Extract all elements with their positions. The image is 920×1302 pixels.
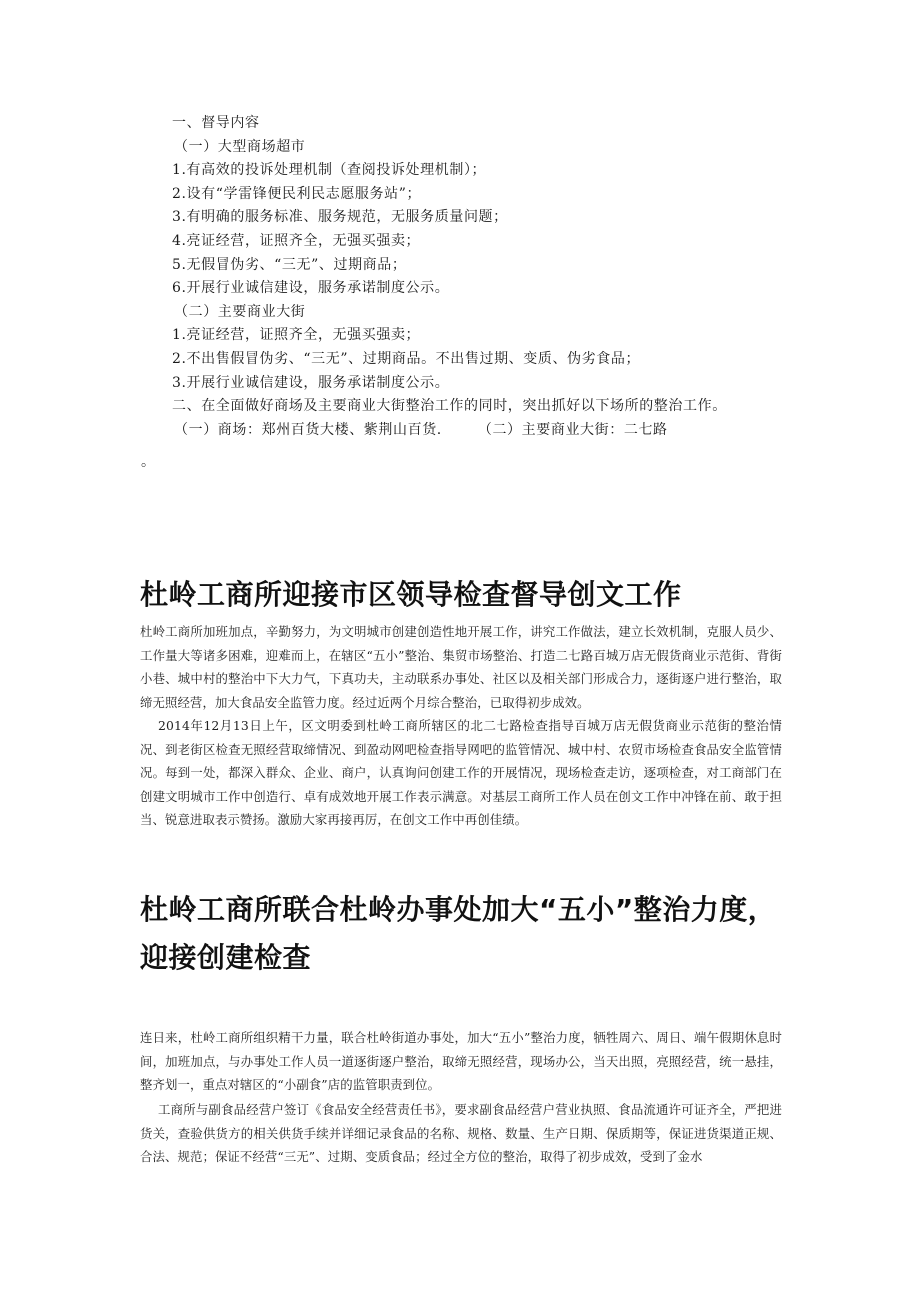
- list-line: 3.开展行业诚信建设，服务承诺制度公示。: [172, 374, 450, 391]
- article-paragraph: 连日来，杜岭工商所组织精干力量，联合杜岭街道办事处，加大“五小”整治力度，牺牲周六、周日、端午假期休息时间，加班加点，与办事处工作人员一道逐街逐户整治，取缔无照经营，现场办公，当天出照，亮照经营，统一悬挂，整齐划一，重点对辖区的“小副食”店的监管职责到位。: [140, 1030, 782, 1092]
- article-title: 杜岭工商所联合杜岭办事处加大“五小”整治力度，迎接创建检查: [140, 893, 777, 974]
- list-line: 3.有明确的服务标准、服务规范，无服务质量问题；: [172, 209, 508, 226]
- list-line: 一、督导内容: [172, 115, 260, 131]
- venue-malls: （一）商场：郑州百货大楼、紫荆山百货.: [174, 421, 442, 438]
- list-line: （二）主要商业大街: [174, 303, 306, 320]
- venue-streets: （二）主要商业大街：二七路: [477, 421, 668, 438]
- list-line: （一）大型商场超市: [174, 138, 306, 155]
- stray-punctuation: 。: [141, 454, 155, 470]
- list-line: 1.有高效的投诉处理机制（查阅投诉处理机制）；: [172, 162, 487, 179]
- list-line-venues: [172, 419, 812, 443]
- article-paragraph: 工商所与副食品经营户签订《食品安全经营责任书》，要求副食品经营户营业执照、食品流通许可证齐全，严把进货关，查验供货方的相关供货手续并详细记录食品的名称、规格、数量、生产日期、保质期等，保证进货渠道正规、合法、规范；保证不经营“三无”、过期、变质食品；经过全方位的整治，取得了初步成效，受到了金水: [140, 1102, 782, 1164]
- article-paragraph: 2014年12月13日上午，区文明委到杜岭工商所辖区的北二七路检查指导百城万店无假货商业示范街的整治情况、到老街区检查无照经营取缔情况、到盈动网吧检查指导网吧的监管情况、城中村、农贸市场检查食品安全监管情况。每到一处，都深入群众、企业、商户，认真询问创建工作的开展情况，现场检查走访，逐项检查，对工商部门在创建文明城市工作中创造行、卓有成效地开展工作表示满意。对基层工商所工作人员在创文工作中冲锋在前、敢于担当、锐意进取表示赞扬。激励大家再接再厉，在创文工作中再创佳绩。: [140, 718, 782, 827]
- list-line: 4.亮证经营，证照齐全，无强买强卖；: [172, 232, 421, 249]
- list-line: 6.开展行业诚信建设，服务承诺制度公示。: [172, 280, 450, 297]
- supervision-content-list: [172, 112, 812, 442]
- article-paragraph: 杜岭工商所加班加点，辛勤努力，为文明城市创建创造性地开展工作，讲究工作做法，建立长效机制，克服人员少、工作量大等诸多困难，迎难而上，在辖区“五小”整治、集贸市场整治、打造二七路百城万店无假货商业示范街、背街小巷、城中村的整治中下大力气，下真功夫，主动联系办事处、社区以及相关部门形成合力，逐街逐户进行整治，取缔无照经营，加大食品安全监管力度。经过近两个月综合整治，已取得初步成效。: [140, 624, 782, 710]
- list-line: 2.设有“学雷锋便民利民志愿服务站”；: [172, 185, 422, 202]
- list-line: 5.无假冒伪劣、“三无”、过期商品；: [172, 256, 407, 273]
- list-line: 二、在全面做好商场及主要商业大街整治工作的同时，突出抓好以下场所的整治工作。: [172, 398, 727, 415]
- list-line: 1.亮证经营，证照齐全，无强买强卖；: [172, 327, 421, 344]
- article-title: 杜岭工商所迎接市区领导检查督导创文工作: [140, 578, 682, 611]
- list-line: 2.不出售假冒伪劣、“三无”、过期商品。不出售过期、变质、伪劣食品；: [172, 350, 641, 367]
